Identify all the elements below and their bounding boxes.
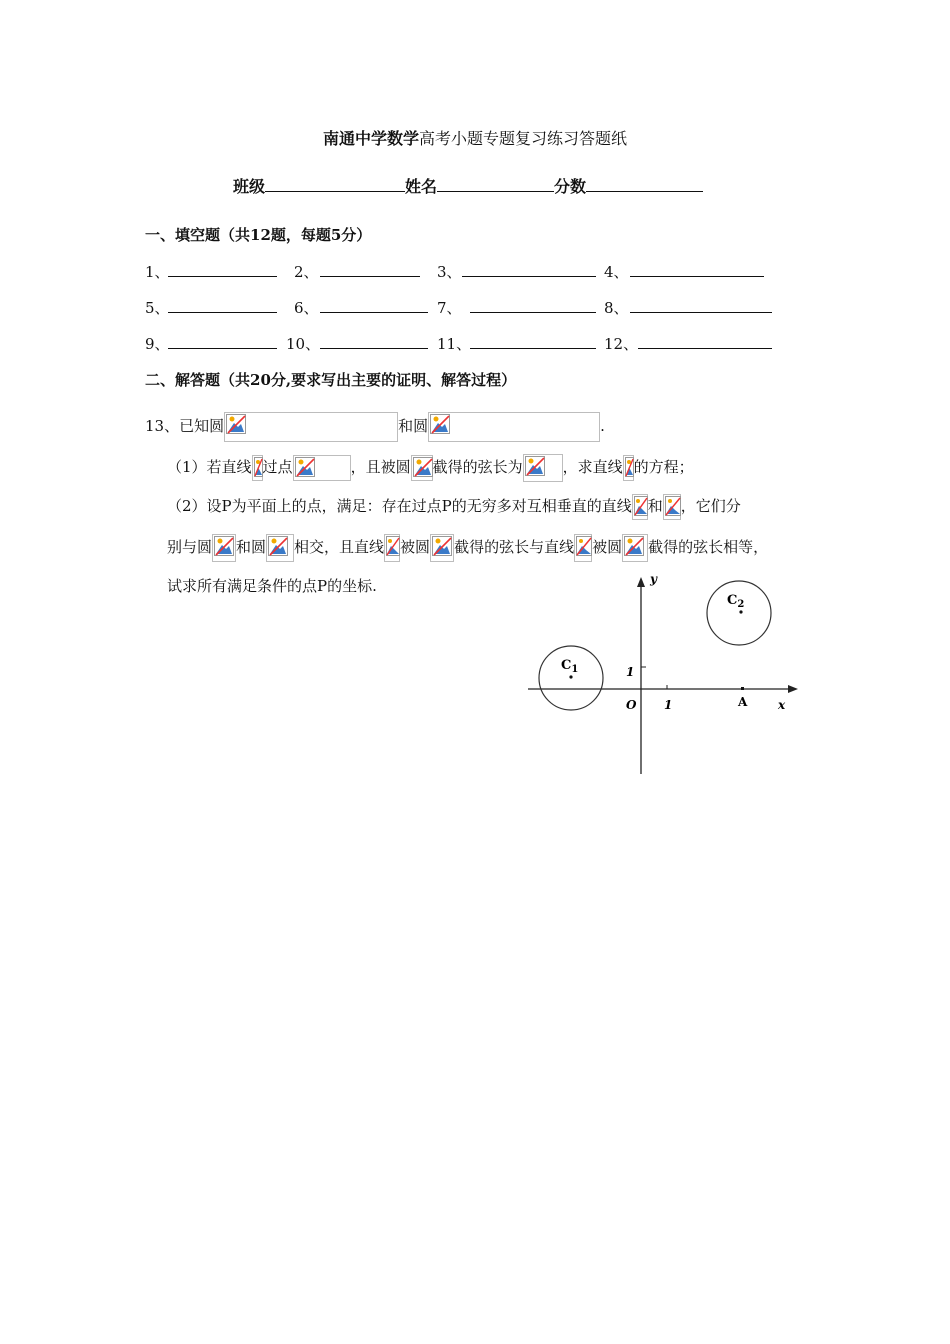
q13-text: 和 [647, 497, 663, 515]
q13-text: 的方程； [633, 458, 694, 476]
q13-text: 13、已知圆 [145, 417, 225, 435]
broken-image-icon [430, 414, 450, 434]
q13-part-2-cont [167, 534, 768, 562]
item-number: 1、 [145, 263, 170, 281]
name-blank[interactable] [437, 177, 554, 192]
x-axis-label: x [778, 698, 786, 712]
q13-text: 截得的弦长与直线 [454, 538, 575, 556]
q13-text: 被圆 [400, 538, 431, 556]
formula-image-chord-length [523, 454, 563, 482]
formula-image-l2 [574, 534, 592, 562]
item-number: 10、 [286, 335, 321, 353]
q13-text: （2）设P为平面上的点，满足：存在过点P的无穷多对互相垂直的直线 [167, 497, 632, 515]
q13-part-2 [167, 494, 741, 520]
formula-image-l1 [632, 494, 648, 520]
formula-image-c2 [622, 534, 648, 562]
x-axis-arrow [788, 685, 798, 693]
item-number: 6、 [294, 299, 319, 317]
q13-text: 和圆 [398, 417, 429, 435]
answer-blank-5[interactable] [168, 298, 277, 313]
q13-part-1 [167, 454, 694, 482]
y-tick-label: 1 [626, 665, 635, 679]
y-axis-label: y [650, 572, 657, 586]
answer-blank-1[interactable] [168, 262, 277, 277]
formula-image-l1 [384, 534, 400, 562]
x-tick-label: 1 [664, 698, 673, 712]
q13-text: ，求直线 [562, 458, 623, 476]
broken-image-icon [665, 496, 681, 516]
formula-image-point-a [293, 455, 351, 481]
broken-image-icon [576, 536, 592, 556]
point-a-label: A [738, 695, 748, 709]
item-number: 2、 [294, 263, 319, 281]
item-number: 3、 [437, 263, 462, 281]
formula-image-c1 [212, 534, 236, 562]
point-a-dot [741, 687, 744, 690]
score-label: 分数 [554, 177, 587, 196]
section2-heading: 二、解答题（共20分,要求写出主要的证明、解答过程） [145, 371, 517, 389]
title-rest: 高考小题专题复习练习答题纸 [419, 129, 628, 148]
q13-text: 和圆 [236, 538, 267, 556]
y-axis-arrow [637, 577, 645, 587]
broken-image-icon [624, 536, 644, 556]
section1-heading: 一、填空题（共12题，每题5分） [145, 226, 372, 244]
answer-blank-7[interactable] [470, 298, 596, 313]
broken-image-icon [625, 457, 634, 477]
item-number: 7、 [437, 299, 462, 317]
item-number: 11、 [437, 335, 472, 353]
answer-blank-6[interactable] [320, 298, 428, 313]
q13-text: 截得的弦长为 [432, 458, 523, 476]
q13-text: . [600, 417, 605, 435]
item-number: 9、 [145, 335, 170, 353]
c2-label [727, 593, 744, 610]
c2-label-sub: 2 [737, 599, 745, 610]
answer-blank-9[interactable] [168, 334, 277, 349]
origin-label: O [626, 698, 637, 712]
coordinate-figure [520, 566, 810, 778]
class-label: 班级 [233, 177, 266, 196]
answer-blank-11[interactable] [470, 334, 596, 349]
broken-image-icon [295, 457, 315, 477]
answer-blank-10[interactable] [320, 334, 428, 349]
title-bold: 南通中学数学 [322, 129, 419, 148]
center-c1 [569, 675, 572, 678]
q13-text: ，且被圆 [350, 458, 411, 476]
item-number: 4、 [604, 263, 629, 281]
answer-blank-4[interactable] [630, 262, 764, 277]
formula-image-c1 [430, 534, 454, 562]
class-blank[interactable] [265, 177, 405, 192]
formula-image-l2 [663, 494, 681, 520]
q13-text: 被圆 [592, 538, 623, 556]
answer-blank-12[interactable] [638, 334, 772, 349]
c2-label-main: C [727, 593, 738, 608]
broken-image-icon [634, 496, 648, 516]
score-blank[interactable] [586, 177, 703, 192]
answer-blank-3[interactable] [462, 262, 596, 277]
formula-image-circle-c1 [224, 412, 398, 442]
item-number: 12、 [604, 335, 639, 353]
item-number: 8、 [604, 299, 629, 317]
q13-part-2-end: 试求所有满足条件的点P的坐标. [167, 577, 377, 595]
page-title [0, 126, 950, 149]
broken-image-icon [386, 536, 400, 556]
broken-image-icon [214, 536, 234, 556]
answer-blank-8[interactable] [630, 298, 772, 313]
q13-text: 相交，且直线 [294, 538, 385, 556]
broken-image-icon [226, 414, 246, 434]
formula-image-c1 [411, 455, 433, 481]
center-c2 [739, 610, 742, 613]
c1-label [561, 658, 578, 675]
q13-line-1 [145, 412, 605, 442]
formula-image-circle-c2 [428, 412, 600, 442]
item-number: 5、 [145, 299, 170, 317]
broken-image-icon [254, 457, 263, 477]
circle-c2 [707, 581, 771, 645]
formula-image-l [252, 455, 263, 481]
name-label: 姓名 [405, 177, 438, 196]
answer-blank-2[interactable] [320, 262, 420, 277]
formula-image-l [623, 455, 634, 481]
q13-text: 过点 [262, 458, 293, 476]
formula-image-c2 [266, 534, 294, 562]
broken-image-icon [413, 457, 433, 477]
c1-label-sub: 1 [571, 664, 579, 675]
q13-text: （1）若直线 [167, 458, 252, 476]
broken-image-icon [432, 536, 452, 556]
q13-text: 别与圆 [167, 538, 213, 556]
c1-label-main: C [561, 658, 572, 673]
broken-image-icon [525, 456, 545, 476]
student-info-row [233, 174, 703, 197]
broken-image-icon [268, 536, 288, 556]
q13-text: ，它们分 [680, 497, 741, 515]
q13-text: 截得的弦长相等， [648, 538, 769, 556]
